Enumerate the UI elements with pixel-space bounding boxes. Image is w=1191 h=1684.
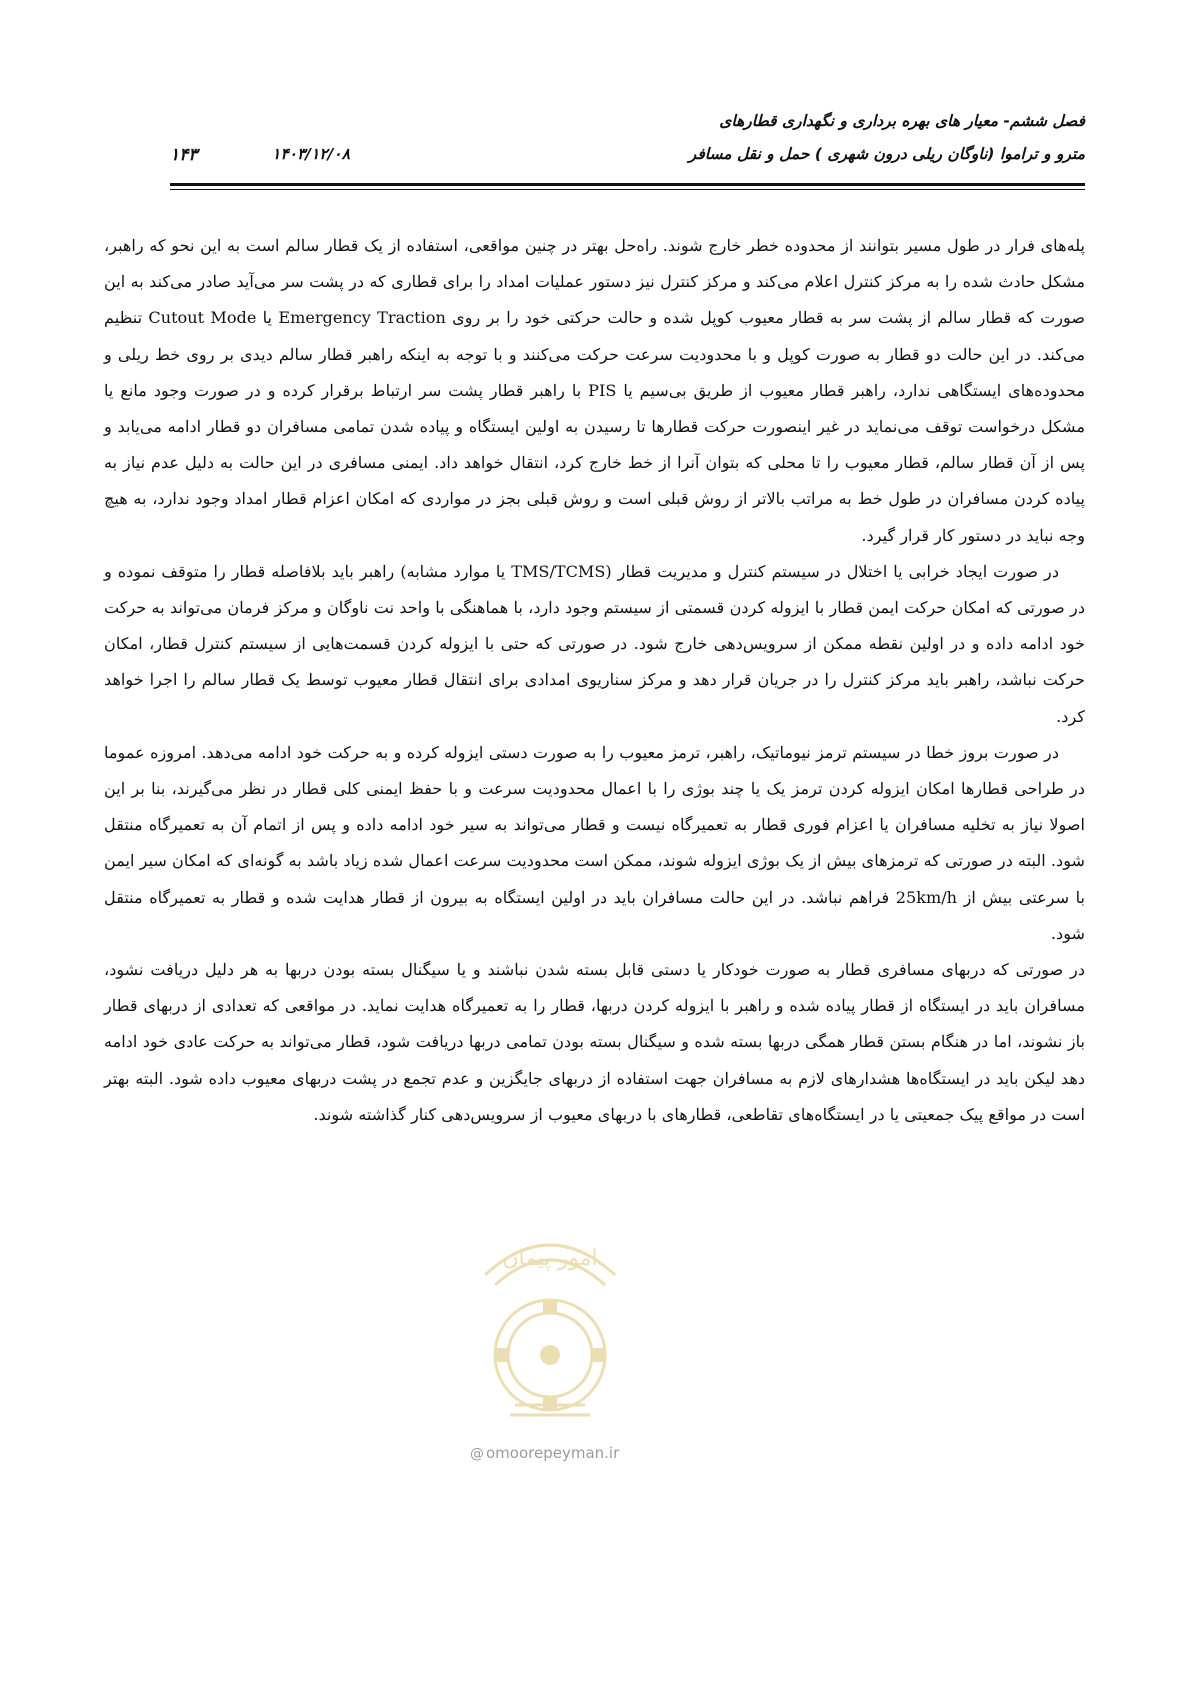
at-icon: @ — [470, 1446, 484, 1462]
page-number: ۱۴۳ — [170, 145, 198, 165]
paragraph-tms-failure: در صورت ایجاد خرابی یا اختلال در سیستم کنترل و مدیریت قطار (TMS/TCMS یا موارد مشابه) راهبر باید بلافاصله قطار را متوقف نموده و در صورتی که امکان حرکت ایمن قطار با ایزوله کردن قسمتی از سیستم وجود دارد، با هماهنگی با واحد نت ناوگان و مرکز فرمان می‌تواند به حرکت خود ادامه داده و در اولین نقطه ممکن از سرویس‌دهی خارج شود. در صورتی که حتی با ایزوله کردن قسمت‌هایی از سیستم کنترل قطار، امکان حرکت نباشد، راهبر باید مرکز کنترل را در جریان قرار دهد و مرکز سناریوی امدادی برای انتقال قطار معیوب توسط یک قطار سالم را اجرا خواهد کرد. — [104, 561, 1085, 726]
chapter-title: فصل ششم- معیار های بهره برداری و نگهداری قطارهای — [719, 112, 1085, 130]
watermark-logo-text: امور پیمان — [502, 1246, 598, 1271]
header-divider-thick — [170, 183, 1085, 186]
body-text — [104, 228, 1085, 1133]
header-divider-thin — [170, 189, 1085, 190]
header-subtitle: مترو و تراموا (ناوگان ریلی درون شهری ) حمل و نقل مسافر — [688, 145, 1085, 163]
paragraph-door-failure: در صورتی که دربهای مسافری قطار به صورت خودکار یا دستی قابل بسته شدن نباشند و یا سیگنال بسته بودن دربها به هر دلیل دریافت نشود، مسافران باید در ایستگاه از قطار پیاده شده و راهبر با ایزوله کردن دربها، قطار را به تعمیرگاه هدایت نماید. در مواقعی که تعدادی از دربهای قطار باز نشوند، اما در هنگام بستن قطار همگی دربها بسته شده و سیگنال بسته بودن تمامی دربها دریافت شود، قطار می‌تواند به حرکت عادی خود ادامه دهد لیکن باید در ایستگاه‌ها هشدارهای لازم به مسافران جهت استفاده از دربهای جایگزین و عدم تجمع در پشت دربهای معیوب داده شود. البته بهتر است در مواقع پیک جمعیتی یا در ایستگاه‌های تقاطعی، قطارهای با دربهای معیوب از سرویس‌دهی کنار گذاشته شوند. — [104, 960, 1086, 1124]
page-header — [170, 112, 1085, 196]
watermark-logo — [455, 1205, 645, 1435]
paragraph-brake-failure: در صورت بروز خطا در سیستم ترمز نیوماتیک، راهبر، ترمز معیوب را به صورت دستی ایزوله کرده و به حرکت خود ادامه می‌دهد. امروزه عموما در طراحی قطارها امکان ایزوله کردن ترمز یک یا چند بوژی را با اعمال محدودیت سرعت و با حفظ ایمنی کلی قطار در نظر می‌گیرند، بنا بر این اصولا نیاز به تخلیه مسافران یا اعزام فوری قطار به تعمیرگاه نیست و قطار می‌تواند به سیر خود ادامه داده و پس از اتمام آن به تعمیرگاه منتقل شود. البته در صورتی که ترمزهای بیش از یک بوژی ایزوله شوند، ممکن است محدودیت سرعت اعمال شده زیاد باشد به گونه‌ای که امکان سیر ایمن با سرعتی بیش از 25km/h فراهم نباشد. در این حالت مسافران باید در اولین ایستگاه به بیرون از قطار هدایت شده و قطار به تعمیرگاه منتقل شود. — [104, 742, 1085, 943]
paragraph-continuation: پله‌های فرار در طول مسیر بتوانند از محدوده خطر خارج شوند. راه‌حل بهتر در چنین مواقعی، استفاده از یک قطار سالم است به این نحو که راهبر، مشکل حادث شده را به مرکز کنترل اعلام می‌کند و مرکز کنترل نیز دستور عملیات امداد را برای قطاری که در پشت سر می‌آید صادر می‌کند به این صورت که قطار سالم از پشت سر به قطار معیوب کوپل شده و حالت حرکتی خود را بر روی Emergency Traction یا Cutout Mode تنظیم می‌کند. در این حالت دو قطار به صورت کوپل و با محدودیت سرعت حرکت می‌کنند و با توجه به اینکه راهبر قطار سالم دیدی بر روی خط ریلی و محدوده‌های ایستگاهی ندارد، راهبر قطار معیوب از طریق بی‌سیم یا PIS با راهبر قطار پشت سر ارتباط برقرار کرده و در صورت وجود مانع یا مشکل درخواست توقف می‌نماید در غیر اینصورت حرکت قطارها تا رسیدن به اولین ایستگاه و پیاده شدن تمامی مسافران دو قطار ادامه می‌یابد و پس از آن قطار سالم، قطار معیوب را تا محلی که بتوان آنرا از خط خارج کرد، انتقال خواهد داد. ایمنی مسافری در این حالت به دلیل عدم نیاز به پیاده کردن مسافران در طول خط به مراتب بالاتر از روش قبلی است و روش قبلی بجز در مواردی که امکان اعزام قطار امداد وجود ندارد، به هیچ وجه نباید در دستور کار قرار گیرد. — [104, 236, 1085, 545]
header-date: ۱۴۰۳/۱۲/۰۸ — [272, 145, 350, 163]
watermark-url — [470, 1444, 619, 1462]
watermark-url-text: omoorepeyman.ir — [486, 1444, 620, 1462]
